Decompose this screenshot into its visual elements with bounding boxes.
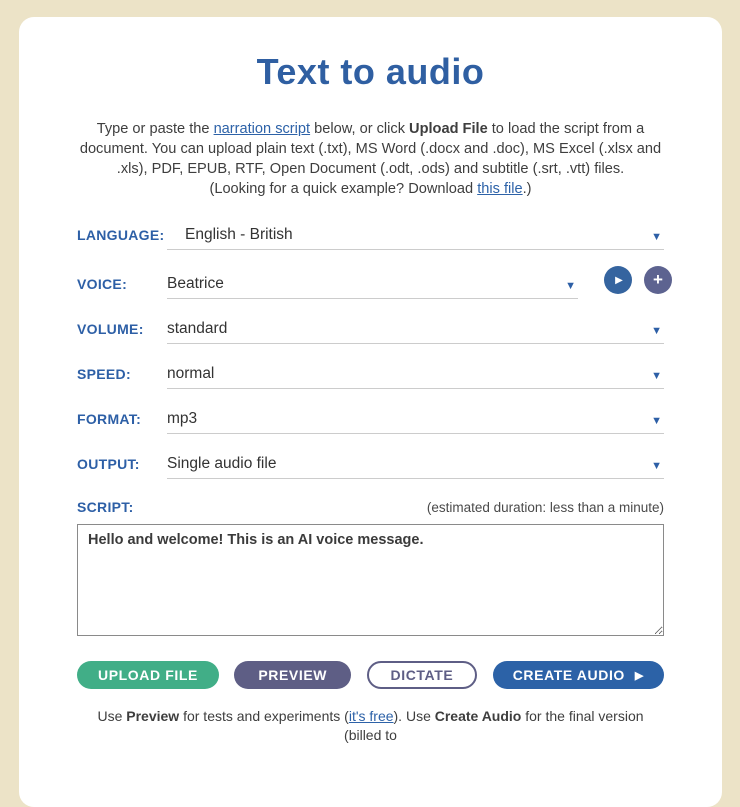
- dictate-button[interactable]: [367, 661, 478, 689]
- upload-file-mention: Upload File: [409, 121, 488, 137]
- volume-row: [77, 299, 664, 344]
- footer-segment: for tests and experiments (: [179, 708, 349, 724]
- play-icon: ▶: [615, 274, 623, 286]
- voice-select[interactable]: [167, 275, 578, 299]
- speed-label: SPEED:: [77, 366, 131, 382]
- voice-controls: [590, 266, 672, 294]
- preview-mention: Preview: [126, 708, 180, 724]
- footer-segment: Use: [97, 708, 127, 724]
- footer-segment: ). Use: [393, 708, 435, 724]
- preview-button[interactable]: [234, 661, 351, 689]
- preview-button-label: PREVIEW: [258, 667, 328, 683]
- dictate-button-label: DICTATE: [390, 667, 454, 683]
- language-row: [77, 205, 664, 250]
- chevron-down-icon: ▼: [651, 370, 662, 382]
- volume-label: VOLUME:: [77, 321, 144, 337]
- intro-segment: to load the script from a document. You can upload plain text (.txt), MS Word (.docx and .doc), MS Excel (.xlsx and .xls), PDF, EPUB, RTF, Open Document (.odt, .ods) and subtitle (.srt, .vtt) files.: [79, 121, 662, 177]
- narration-script-link[interactable]: narration script: [213, 121, 311, 137]
- volume-value: standard: [167, 320, 228, 337]
- upload-file-button-label: UPLOAD FILE: [98, 667, 198, 683]
- estimated-duration-note: (estimated duration: less than a minute): [426, 500, 664, 515]
- script-label: SCRIPT:: [77, 499, 134, 515]
- script-header: [77, 499, 664, 515]
- create-audio-mention: Create Audio: [434, 708, 522, 724]
- create-audio-button-label: CREATE AUDIO: [512, 667, 625, 683]
- intro-example-segment: (Looking for a quick example? Download: [209, 181, 478, 197]
- speed-row: [77, 344, 664, 389]
- volume-select[interactable]: [167, 320, 664, 344]
- create-audio-button[interactable]: [493, 661, 664, 689]
- intro-segment: Type or paste the: [96, 121, 214, 137]
- speed-value: normal: [167, 365, 215, 382]
- voice-row: [77, 250, 664, 299]
- example-file-link[interactable]: this file: [477, 181, 523, 197]
- chevron-down-icon: ▼: [651, 415, 662, 427]
- its-free-link[interactable]: it's free: [348, 708, 394, 724]
- script-input[interactable]: [77, 524, 664, 636]
- language-select[interactable]: [167, 226, 664, 250]
- chevron-down-icon: ▼: [651, 325, 662, 337]
- plus-icon: +: [653, 270, 663, 289]
- page-title: Text to audio: [256, 51, 485, 92]
- add-voice-button[interactable]: [644, 266, 672, 294]
- voice-label: VOICE:: [77, 276, 128, 292]
- output-select[interactable]: [167, 455, 664, 479]
- language-value: English - British: [185, 226, 293, 243]
- output-value: Single audio file: [167, 455, 277, 472]
- format-select[interactable]: [167, 410, 664, 434]
- format-value: mp3: [167, 410, 198, 427]
- upload-file-button[interactable]: [77, 661, 219, 689]
- format-label: FORMAT:: [77, 411, 142, 427]
- footer-help-text: [77, 707, 664, 745]
- output-label: OUTPUT:: [77, 456, 140, 472]
- voice-sample-play-button[interactable]: [604, 266, 632, 294]
- chevron-down-icon: ▼: [651, 460, 662, 472]
- voice-value: Beatrice: [167, 275, 224, 292]
- format-row: [77, 389, 664, 434]
- language-label: LANGUAGE:: [77, 227, 165, 243]
- intro-segment: below, or click: [310, 121, 410, 137]
- intro-text: [77, 119, 664, 199]
- speed-select[interactable]: [167, 365, 664, 389]
- chevron-down-icon: ▼: [565, 280, 576, 292]
- action-buttons: [77, 661, 664, 689]
- chevron-down-icon: ▼: [651, 231, 662, 243]
- main-card: [19, 17, 722, 807]
- intro-example-segment: .): [522, 181, 532, 197]
- footer-segment: for the final version (billed to: [344, 708, 644, 743]
- play-icon: ▶: [634, 669, 644, 682]
- output-row: [77, 434, 664, 479]
- settings-rows: [77, 205, 664, 479]
